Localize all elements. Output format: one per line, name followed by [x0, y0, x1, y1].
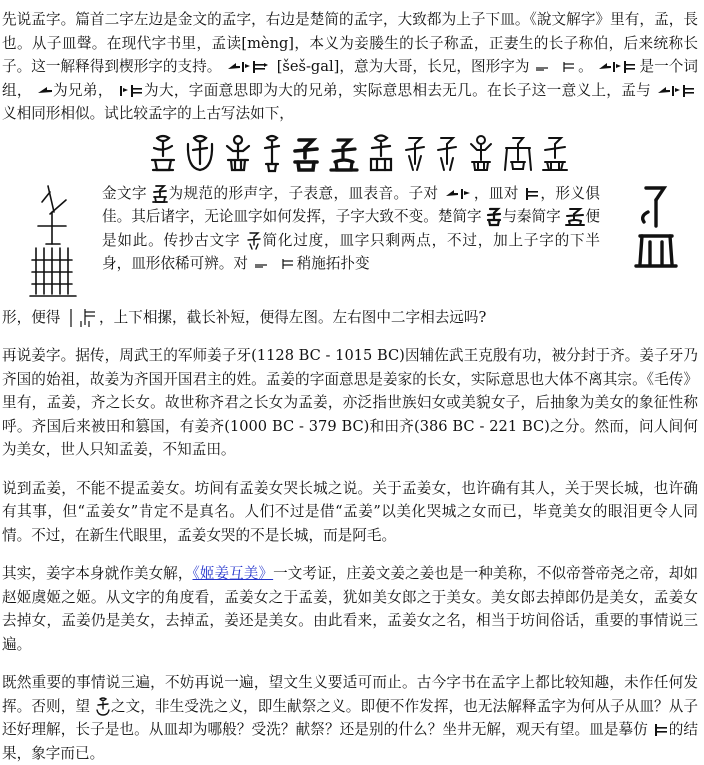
figure-conclusion: [2, 306, 698, 330]
conclusion-text-b: 之文，非生受洗之义，即生献祭之义。即便不作发挥，也无法解释孟字为何从子从皿？从子还好理解，长子是也。从皿却为哪般？受洗？献祭？还是别的什么？坐井无解，观天有望。皿是摹仿: [2, 697, 698, 738]
meng-form-8: [403, 134, 427, 174]
transmitted-meng-glyph: [246, 231, 262, 251]
paragraph-mengjiangnu: 说到孟姜，不能不提孟姜女。坊间有孟姜女哭长城之说。关于孟姜女，也许确有其人，关于哭长城，也许确有其事，但“孟姜女”肯定不是真名。人们不过是借“孟姜”以美化哭城之女而已，毕竟美女的眼泪更令人同情。不过，在新生代眼里，孟姜女哭的不是长城，而是阿毛。: [2, 479, 698, 544]
conclusion-text-c: 的结果，象字而已。: [2, 721, 698, 762]
meng-form-6: [329, 134, 359, 174]
figure-text: [102, 182, 600, 276]
right-chu-meng-glyph: [634, 182, 678, 276]
figure-block: [2, 182, 698, 306]
meng-form-3: [223, 134, 253, 174]
intro-text-6: 为大，字面意思即为大的兄弟，实际意思相去无几。在长子这一意义上，孟与: [143, 81, 652, 99]
jiji-article-link[interactable]: 《姬姜互美》: [192, 565, 274, 582]
paragraph-intro: [2, 8, 698, 126]
paragraph-jiang: 再说姜字。据传，周武王的军师姜子牙(1128 BC - 1015 BC)因辅佐武王克殷有功，被分封于齐。姜子牙乃齐国的始祖，故姜为齐国开国君主的姓。孟姜的字面意思是姜家的长女，实际意思也大体不离其宗。《毛传》里有，孟姜，齐之长女。故世称齐君之长女为孟姜，亦泛指世族妇女或美貌女子，后抽象为美女的象征性称呼。齐国后来被田和篡国，有姜齐(1000 BC - 379 BC)和田齐(386 BC - 221 BC)之分。然而，问人间何为美女，世人只知孟姜，不知孟田。: [2, 347, 698, 458]
bronze-meng-small-glyph: [95, 697, 111, 717]
ancient-meng-forms-row: [2, 126, 698, 182]
fig-text-4: ，形义俱佳。其后诸字，无论皿字如何发挥，子字大致不变。楚简字: [102, 184, 600, 225]
conclusion-text-a: 既然重要的事情说三遍，不妨再说一遍，望文生义要适可而止。古今字书在孟字上都比较知趣，未作任何发挥。否则，望: [2, 674, 698, 715]
figure-paragraph: [102, 182, 600, 276]
intro-text-5: 为兄弟，: [52, 81, 113, 99]
intro-text-1: 先说孟字。篇首二字左边是金文的孟字，右边是楚简的孟字，大致都为上子下皿。《說文解字》里有，孟，長也。从子皿聲。在现代字书里，孟读[mèng]，本义为妾媵生的长子称孟，正妻生的长子称伯，后来统称长子。这一解释得到楔形字的支持。: [2, 11, 698, 75]
pictograph-brother-glyph: [534, 60, 578, 74]
paragraph-jiji: [2, 562, 698, 656]
meng-form-10: [467, 134, 495, 174]
jiji-text-before: 其实，姜字本身就作美女解，: [2, 565, 193, 582]
meng-form-5: [291, 134, 321, 174]
meng-form-12: [541, 134, 569, 174]
fig-text-2: 为规范的形声字，子表意，皿表音。子对: [168, 184, 439, 202]
cuneiform-phrase-glyph: [597, 60, 639, 74]
meng-form-2: [185, 134, 215, 174]
cuneiform-gal-glyph-2: [653, 723, 669, 737]
fig-text-6: 便是如此。传抄古文字: [102, 208, 600, 249]
meng-form-1: [149, 134, 177, 174]
cuneiform-phrase-glyph-2: [656, 84, 698, 98]
cuneiform-sesh-glyph: [444, 187, 474, 201]
bronze-meng-glyph: [152, 184, 168, 204]
jiji-text-after: 一文考证，庄姜文姜之姜也是一种美称，不似帝誉帝尧之帝，却如赵姬虞姬之姬。从文字的角度看，孟姜女之于孟姜，犹如美女郎之于美女。美女郎去掉郎仍是美女，孟姜女去掉女，孟姜仍是美女，去掉孟，姜还是美女。由此看来，孟姜女之名，相当于坊间俗话，重要的事情说三遍。: [2, 565, 698, 653]
left-composite-glyph: [28, 182, 78, 308]
pictograph-brother-glyph-2: [253, 257, 297, 271]
fig-text-10: ，上下相摞，截长补短，便得左图。左右图中二字相去远吗?: [99, 308, 487, 326]
fig-text-1: 金文字: [102, 184, 147, 202]
chu-slip-meng-glyph: [486, 207, 502, 227]
meng-form-11: [503, 134, 533, 174]
meng-form-9: [435, 134, 459, 174]
fig-text-5: 与秦简字: [502, 208, 561, 225]
cuneiform-gal-glyph: [524, 187, 540, 201]
meng-form-4: [261, 134, 283, 174]
fig-text-8: 稍施拓扑变: [296, 255, 370, 272]
stacked-pictograph-glyph: [65, 307, 99, 329]
meng-form-7: [367, 134, 395, 174]
intro-text-7: 义相同形相似。试比较孟字的上古写法如下，: [2, 105, 294, 122]
cuneiform-brother-glyph: [37, 84, 53, 98]
fig-text-9: 形，便得: [2, 308, 61, 326]
intro-text-4: 是一个词组，: [2, 58, 698, 99]
cuneiform-big-glyph: [118, 84, 144, 98]
cuneiform-seshgal-glyph: [226, 60, 272, 74]
akkadian-reading: [šeš-gal]: [276, 58, 340, 75]
qin-slip-meng-glyph: [565, 207, 585, 227]
fig-text-3: ，皿对: [473, 184, 519, 202]
intro-text-2: ，意为大哥，长兄，图形字为: [339, 58, 530, 75]
intro-text-3: 。: [578, 58, 593, 75]
fig-text-7: 简化过度，皿字只剩两点，不过，加上子字的下半身，皿形依稀可辨。对: [102, 231, 600, 272]
